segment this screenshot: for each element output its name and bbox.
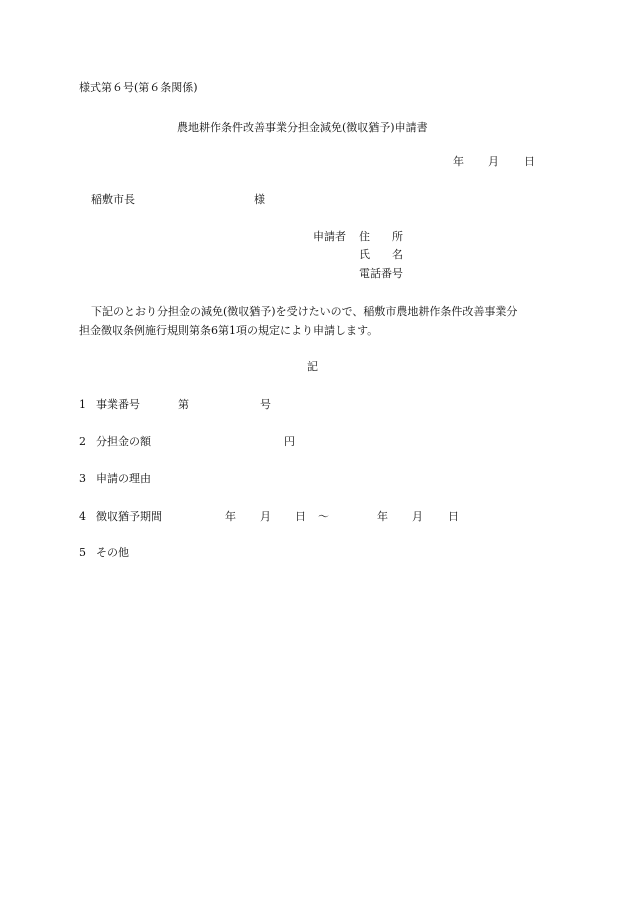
item-number: 2: [79, 435, 86, 448]
form-number: 様式第６号(第６条関係): [79, 81, 198, 94]
project-number-suffix: 号: [260, 398, 271, 411]
project-number-prefix: 第: [178, 398, 189, 411]
ki-heading: 記: [307, 360, 318, 373]
item-label: 分担金の額: [96, 435, 151, 448]
to-month: 月: [412, 510, 423, 523]
addressee-honorific: 様: [254, 193, 265, 206]
addressee-name: 稲敷市長: [91, 193, 135, 206]
item-label: 事業番号: [96, 398, 140, 411]
item-number: 5: [79, 546, 86, 559]
from-day: 日: [295, 510, 306, 523]
applicant-phone-label: 電話番号: [359, 267, 403, 280]
amount-unit: 円: [284, 435, 295, 448]
item-number: 1: [79, 398, 86, 411]
date-day: 日: [524, 155, 535, 168]
document-title: 農地耕作条件改善事業分担金減免(徴収猶予)申請書: [177, 121, 428, 134]
from-month: 月: [260, 510, 271, 523]
body-line-2: 担金徴収条例施行規則第条6第1項の規定により申請します。: [79, 324, 379, 337]
item-label: その他: [96, 546, 129, 559]
item-number: 4: [79, 510, 86, 523]
to-year: 年: [377, 510, 388, 523]
item-label: 徴収猶予期間: [96, 510, 162, 523]
to-day: 日: [448, 510, 459, 523]
applicant-name-label: 氏 名: [359, 248, 403, 261]
item-label: 申請の理由: [96, 472, 151, 485]
from-year: 年: [225, 510, 236, 523]
date-year: 年: [453, 155, 464, 168]
date-month: 月: [488, 155, 499, 168]
applicant-address-label: 住 所: [359, 230, 403, 243]
applicant-label: 申請者: [313, 230, 346, 243]
period-tilde: ～: [318, 510, 329, 523]
item-number: 3: [79, 472, 86, 485]
body-line-1: 下記のとおり分担金の減免(徴収猶予)を受けたいので、稲敷市農地耕作条件改善事業分: [91, 305, 518, 318]
